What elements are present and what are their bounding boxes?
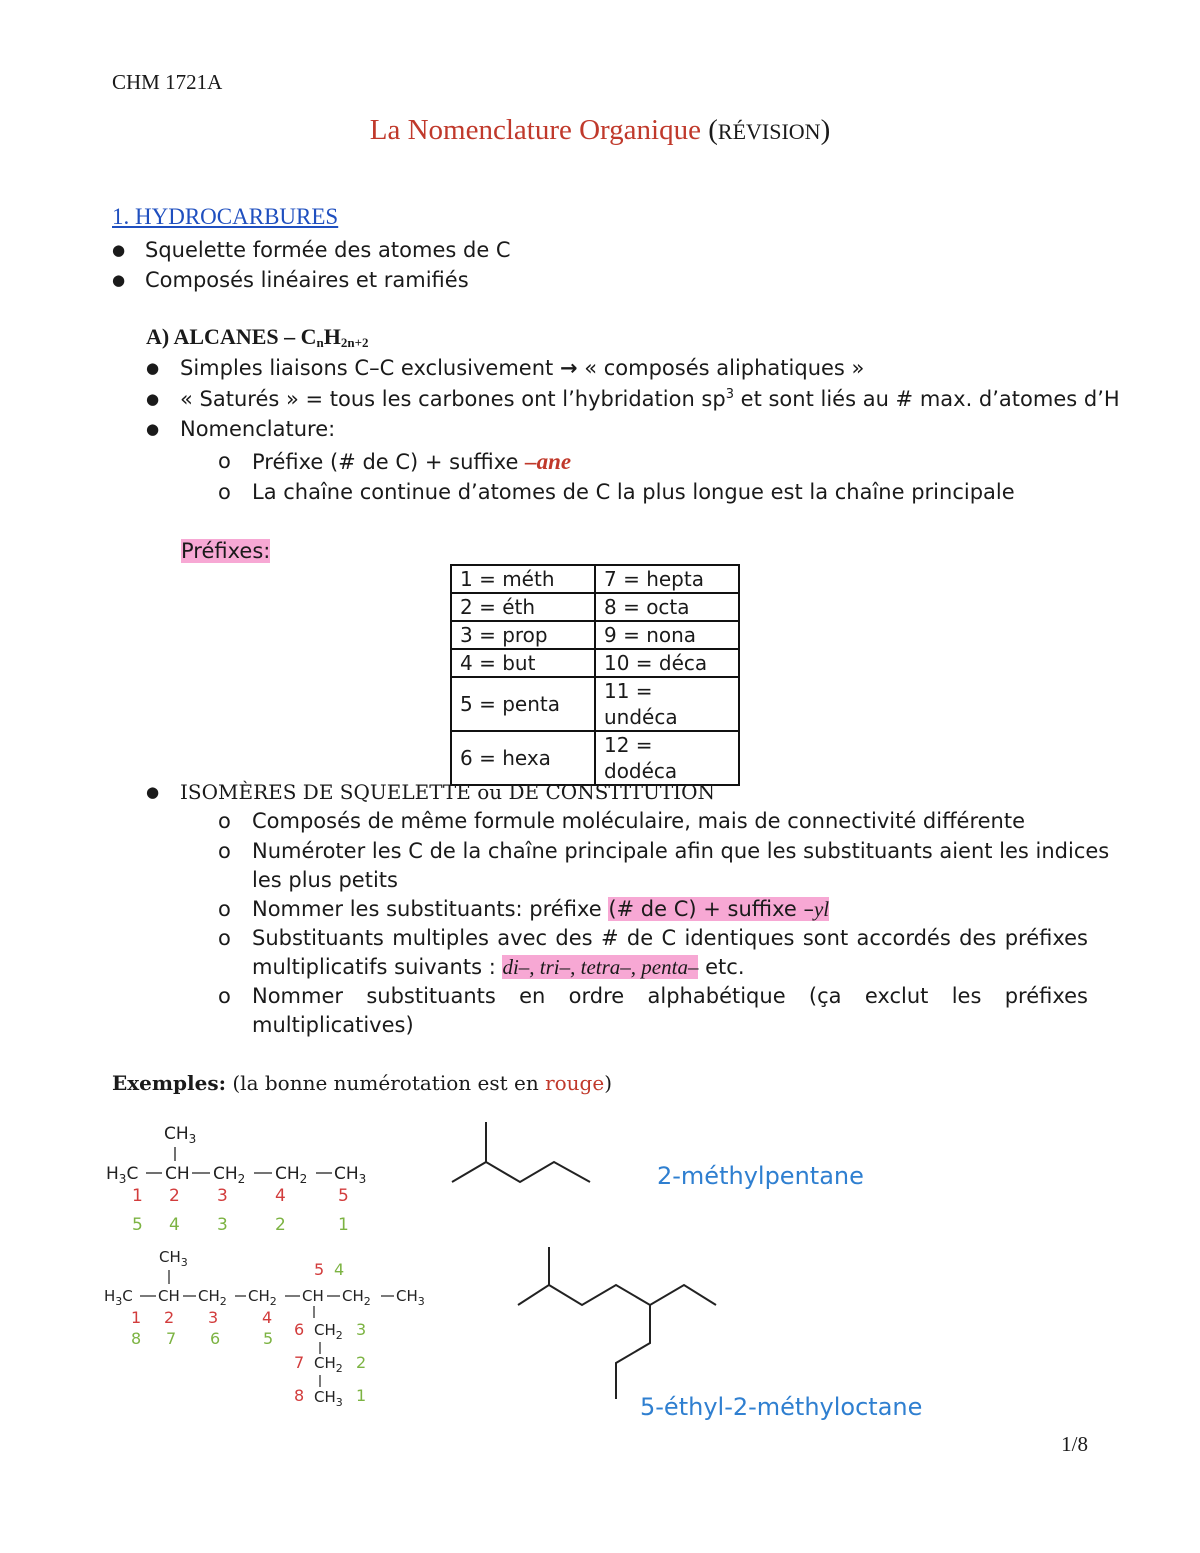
title-main: La Nomenclature Organique: [369, 114, 701, 146]
molecule-1-name: 2-méthylpentane: [657, 1162, 864, 1190]
prefix-table: [450, 564, 740, 786]
green-number: 3: [356, 1320, 367, 1339]
alcanes-heading-text: A) ALCANES – C: [146, 324, 317, 349]
green-number: 7: [166, 1329, 177, 1348]
text-part: (la bonne numérotation est en: [226, 1071, 546, 1095]
prefix-table-cell: 5 = penta: [451, 677, 595, 731]
red-number: 1: [131, 1308, 142, 1327]
green-number: 5: [132, 1215, 143, 1235]
section-heading-hydrocarbures: 1. HYDROCARBURES: [112, 204, 339, 229]
arrow-right-icon: →: [559, 356, 578, 380]
red-number: 4: [262, 1308, 273, 1327]
ch2-label: $CH_2$: [314, 1354, 343, 1375]
green-number: 3: [217, 1215, 228, 1235]
text-part: ): [604, 1071, 612, 1095]
sub-bullet-text: Numéroter les C de la chaîne principale afin que les substituants aient les indices: [252, 839, 1110, 863]
red-number: 8: [294, 1386, 305, 1405]
title-revision: RÉVISION: [717, 119, 821, 144]
sub-bullet-icon: o: [218, 897, 231, 921]
bullet-text: Nomenclature:: [180, 417, 336, 441]
isomeres-subitem-2-cont: les plus petits: [252, 868, 398, 892]
examples-line: [112, 1071, 612, 1095]
bullet-text: Squelette formée des atomes de C: [145, 238, 511, 262]
prefix-table-row: [451, 621, 739, 649]
bullet-icon: ●: [112, 241, 126, 259]
molecule-2-condensed: [100, 1240, 460, 1415]
prefix-table-cell: 2 = éth: [451, 593, 595, 621]
ch2-label: $CH_2$: [275, 1164, 308, 1186]
examples-label: Exemples:: [112, 1071, 227, 1095]
prefixes-label: [181, 539, 270, 563]
red-number: 7: [294, 1353, 305, 1372]
molecule-1-condensed: [100, 1115, 400, 1245]
ch3-label: $CH_3$: [334, 1164, 367, 1186]
sub-bullet-text: [252, 897, 829, 922]
ch-label: CH: [158, 1287, 180, 1305]
red-number: 2: [164, 1308, 175, 1327]
red-number: 3: [217, 1186, 228, 1206]
title-open-paren: (: [708, 114, 718, 146]
red-number: 6: [294, 1320, 305, 1339]
green-number: 5: [263, 1329, 274, 1348]
ch3-label: $CH_3$: [314, 1388, 343, 1409]
bullet-text: Composés linéaires et ramifiés: [145, 268, 469, 292]
sub-bullet-icon: o: [218, 926, 231, 950]
text-part: multiplicatifs suivants :: [252, 955, 503, 979]
molecule-2-name: 5-éthyl-2-méthyloctane: [640, 1393, 923, 1421]
bullet-text: [180, 387, 1120, 411]
green-number: 1: [356, 1386, 367, 1405]
ch2-label: $CH_2$: [248, 1287, 277, 1308]
bullet-text: ISOMÈRES DE SQUELETTE ou DE CONSTITUTION: [180, 780, 715, 804]
suffix-ane: –ane: [525, 449, 572, 474]
prefix-table-cell: 4 = but: [451, 649, 595, 677]
formula-h: H: [323, 324, 341, 349]
sub-bullet-icon: o: [218, 809, 231, 833]
text-part: Nommer les substituants: préfixe: [252, 897, 609, 921]
sub-bullet-text: Composés de même formule moléculaire, mais de connectivité différente: [252, 809, 1026, 833]
ch3-label: $CH_3$: [164, 1124, 197, 1146]
isomeres-subitem-5-cont: multiplicatives): [252, 1013, 414, 1037]
red-number: 3: [208, 1308, 219, 1327]
bullet-icon: ●: [112, 271, 126, 289]
page-title: [0, 114, 1200, 147]
sub-bullet-icon: o: [218, 984, 231, 1008]
prefix-table-cell: 6 = hexa: [451, 731, 595, 785]
prefix-table-cell: 1 = méth: [451, 565, 595, 593]
green-number: 6: [210, 1329, 221, 1348]
text-part: et sont liés au # max. d’atomes d’H: [733, 387, 1120, 411]
alcanes-heading: [146, 324, 369, 351]
green-number: 1: [338, 1215, 349, 1235]
ch-label: CH: [302, 1287, 324, 1305]
prefixes-label-text: Préfixes:: [181, 539, 271, 563]
red-number: 1: [132, 1186, 143, 1206]
red-number: 5: [338, 1186, 349, 1206]
prefix-table-cell: 3 = prop: [451, 621, 595, 649]
text-part: « Saturés » = tous les carbones ont l’hybridation sp: [180, 387, 726, 411]
multiplicative-prefixes: di–, tri–, tetra–, penta–: [502, 955, 699, 979]
ch2-label: $CH_2$: [213, 1164, 246, 1186]
text-part: « composés aliphatiques »: [577, 356, 865, 380]
sub-bullet-icon: o: [218, 449, 231, 473]
green-number: 4: [334, 1260, 345, 1279]
prefix-table-cell: 10 = déca: [595, 649, 739, 677]
red-number: 2: [169, 1186, 180, 1206]
ch3-label: $CH_3$: [159, 1248, 188, 1269]
superscript: 3: [725, 387, 734, 402]
prefix-table-cell: 8 = octa: [595, 593, 739, 621]
red-number: 4: [275, 1186, 286, 1206]
green-number: 2: [275, 1215, 286, 1235]
ch3-label: $CH_3$: [396, 1287, 425, 1308]
suffix-yl: yl: [813, 897, 830, 921]
formula-2n2: 2n+2: [340, 335, 369, 350]
green-number: 4: [169, 1215, 180, 1235]
prefix-table-row: [451, 731, 739, 785]
formula-n: n: [316, 335, 324, 350]
bullet-icon: ●: [146, 783, 160, 801]
isomeres-subitem-4: Substituants multiples avec des # de C identiques sont accordés des préfixes: [252, 926, 1088, 950]
page-number: 1/8: [1061, 1432, 1088, 1456]
bullet-icon: ●: [146, 390, 160, 408]
prefix-table-cell: 12 = dodéca: [595, 731, 739, 785]
sub-bullet-text: [252, 449, 571, 475]
red-number: 5: [314, 1260, 325, 1279]
bullet-icon: ●: [146, 359, 160, 377]
molecule-2-skeletal: [512, 1243, 722, 1403]
text-part: (# de C) + suffixe –: [608, 897, 814, 921]
prefix-table-row: [451, 649, 739, 677]
green-number: 2: [356, 1353, 367, 1372]
sub-bullet-text: La chaîne continue d’atomes de C la plus longue est la chaîne principale: [252, 480, 1015, 504]
highlight-suffix: [608, 897, 829, 921]
ch-label: CH: [165, 1164, 190, 1184]
text-part: Préfixe (# de C) + suffixe: [252, 450, 526, 474]
green-number: 8: [131, 1329, 142, 1348]
course-code: CHM 1721A: [112, 70, 223, 94]
sub-bullet-icon: o: [218, 839, 231, 863]
text-part: etc.: [698, 955, 745, 979]
molecule-1-skeletal: [448, 1118, 598, 1190]
text-part: Simples liaisons C–C exclusivement: [180, 356, 560, 380]
isomeres-subitem-4-cont: [252, 955, 745, 980]
ch2-label: $CH_2$: [342, 1287, 371, 1308]
h3c-label: $H_3C$: [104, 1287, 133, 1308]
prefix-table-cell: 11 = undéca: [595, 677, 739, 731]
prefix-table-cell: 9 = nona: [595, 621, 739, 649]
red-word: rouge: [545, 1071, 605, 1095]
ch2-label: $CH_2$: [198, 1287, 227, 1308]
h3c-label: $H_3C$: [106, 1164, 139, 1186]
prefix-table-row: [451, 677, 739, 731]
sub-bullet-icon: o: [218, 480, 231, 504]
bullet-text: [180, 356, 864, 380]
prefix-table-row: [451, 593, 739, 621]
title-close-paren: ): [820, 114, 831, 146]
isomeres-subitem-5: Nommer substituants en ordre alphabétique (ça exclut les préfixes: [252, 984, 1088, 1008]
bullet-icon: ●: [146, 420, 160, 438]
prefix-table-cell: 7 = hepta: [595, 565, 739, 593]
ch2-label: $CH_2$: [314, 1321, 343, 1342]
prefix-table-row: [451, 565, 739, 593]
